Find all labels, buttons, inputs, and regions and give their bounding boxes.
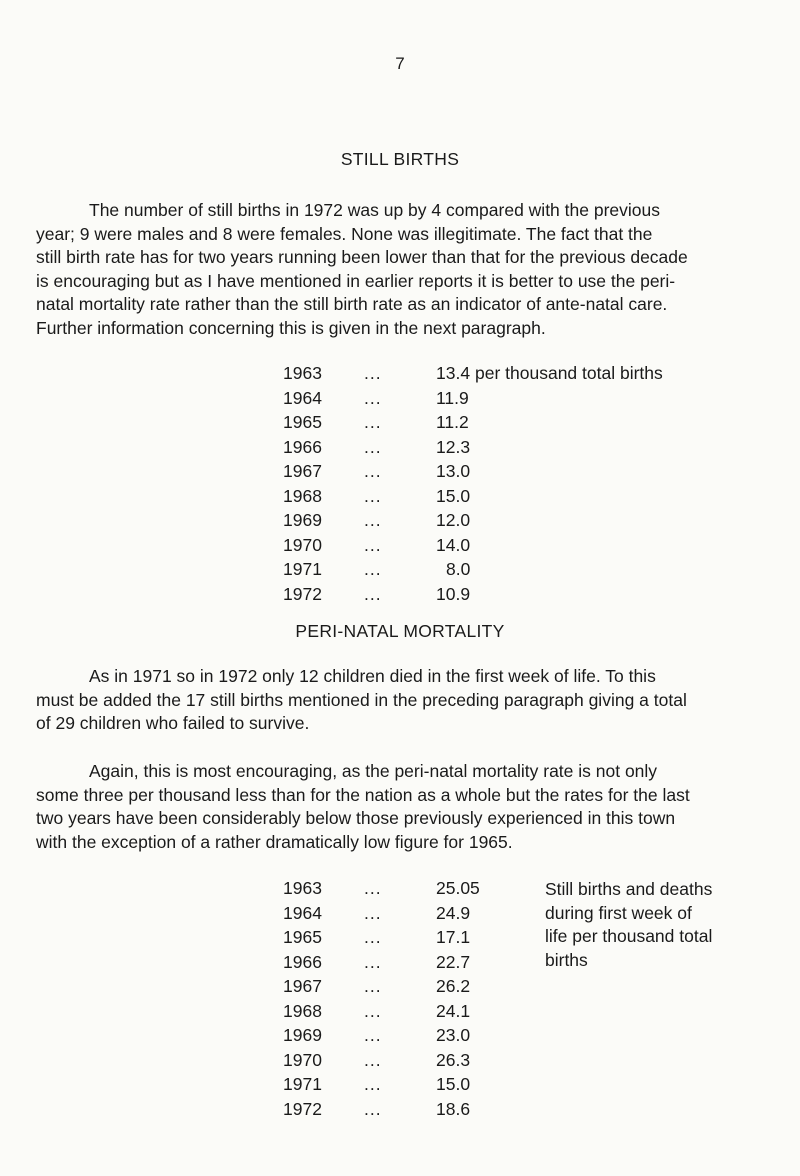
year-cell: 1970 bbox=[283, 534, 322, 555]
rate-cell: 23.0 bbox=[436, 1025, 471, 1045]
leader-dots: ... bbox=[364, 1074, 382, 1094]
rate-cell: 15.0 bbox=[436, 485, 471, 506]
leader-dots: ... bbox=[364, 951, 382, 972]
year-cell: 1967 bbox=[283, 461, 322, 481]
paragraph-line: year; 9 were males and 8 were females. None was illegitimate. The fact that the bbox=[36, 223, 653, 244]
perinatal-paragraph-2 bbox=[36, 760, 766, 854]
year-cell: 1966 bbox=[283, 436, 322, 457]
leader-dots: ... bbox=[364, 1000, 382, 1021]
rate-cell: 12.3 bbox=[436, 436, 471, 457]
year-cell: 1972 bbox=[283, 1098, 322, 1119]
paragraph-line: still birth rate has for two years running been lower than that for the previous decade bbox=[36, 247, 688, 268]
year-cell: 1963 bbox=[283, 363, 322, 383]
year-cell: 1968 bbox=[283, 1000, 322, 1021]
leader-dots: ... bbox=[364, 878, 382, 898]
leader-dots: ... bbox=[364, 1025, 382, 1045]
paragraph-line: is encouraging but as I have mentioned in earlier reports it is better to use the peri- bbox=[36, 270, 676, 291]
rate-cell: 8.0 bbox=[446, 559, 471, 579]
year-cell: 1964 bbox=[283, 902, 322, 923]
rate-unit-note: per thousand total births bbox=[475, 363, 663, 383]
paragraph-line: As in 1971 so in 1972 only 12 children died in the first week of life. To this bbox=[89, 666, 656, 686]
paragraph-line: must be added the 17 still births mentioned in the preceding paragraph giving a total bbox=[36, 689, 687, 710]
leader-dots: ... bbox=[364, 902, 382, 923]
leader-dots: ... bbox=[364, 1098, 382, 1119]
paragraph-line: The number of still births in 1972 was up by 4 compared with the previous bbox=[89, 200, 660, 220]
year-cell: 1972 bbox=[283, 583, 322, 604]
year-cell: 1970 bbox=[283, 1049, 322, 1070]
leader-dots: ... bbox=[364, 510, 382, 530]
rate-cell: 17.1 bbox=[436, 927, 471, 947]
leader-dots: ... bbox=[364, 412, 382, 432]
leader-dots: ... bbox=[364, 559, 382, 579]
rate-cell: 12.0 bbox=[436, 510, 471, 530]
rate-cell: 26.2 bbox=[436, 976, 471, 996]
paragraph-line: Again, this is most encouraging, as the peri-natal mortality rate is not only bbox=[89, 761, 658, 781]
page-number: 7 bbox=[395, 54, 405, 73]
rate-cell: 14.0 bbox=[436, 534, 471, 555]
year-cell: 1969 bbox=[283, 510, 322, 530]
note-line: life per thousand total bbox=[545, 926, 713, 946]
leader-dots: ... bbox=[364, 387, 382, 408]
paragraph-line: Further information concerning this is given in the next paragraph. bbox=[36, 317, 546, 338]
leader-dots: ... bbox=[364, 363, 382, 383]
leader-dots: ... bbox=[364, 1049, 382, 1070]
rate-cell: 15.0 bbox=[436, 1074, 471, 1094]
year-cell: 1967 bbox=[283, 976, 322, 996]
perinatal-mortality-heading: PERI-NATAL MORTALITY bbox=[295, 621, 505, 641]
year-cell: 1963 bbox=[283, 878, 322, 898]
year-cell: 1966 bbox=[283, 951, 322, 972]
perinatal-paragraph-1 bbox=[36, 665, 766, 736]
rate-cell: 24.1 bbox=[436, 1000, 471, 1021]
year-cell: 1968 bbox=[283, 485, 322, 506]
year-cell: 1964 bbox=[283, 387, 322, 408]
paragraph-line: some three per thousand less than for the nation as a whole but the rates for the last bbox=[36, 784, 690, 805]
leader-dots: ... bbox=[364, 927, 382, 947]
year-cell: 1965 bbox=[283, 412, 322, 432]
paragraph-line: natal mortality rate rather than the still birth rate as an indicator of ante-natal care. bbox=[36, 294, 668, 315]
note-line: Still births and deaths bbox=[545, 879, 713, 899]
leader-dots: ... bbox=[364, 461, 382, 481]
year-cell: 1965 bbox=[283, 927, 322, 947]
rate-cell: 22.7 bbox=[436, 951, 471, 972]
note-line: births bbox=[545, 949, 588, 970]
year-cell: 1971 bbox=[283, 1074, 322, 1094]
leader-dots: ... bbox=[364, 534, 382, 555]
paragraph-line: two years have been considerably below those previously experienced in this town bbox=[36, 808, 676, 829]
rate-cell: 18.6 bbox=[436, 1098, 471, 1119]
paragraph-line: with the exception of a rather dramatically low figure for 1965. bbox=[36, 831, 513, 852]
rate-cell: 11.2 bbox=[436, 412, 469, 432]
perinatal-rate-table bbox=[283, 878, 523, 1118]
rate-cell: 11.9 bbox=[436, 387, 469, 408]
leader-dots: ... bbox=[364, 485, 382, 506]
perinatal-table-note bbox=[545, 878, 712, 972]
leader-dots: ... bbox=[364, 436, 382, 457]
rate-cell: 24.9 bbox=[436, 902, 471, 923]
rate-cell: 13.0 bbox=[436, 461, 471, 481]
rate-cell: 13.4 bbox=[436, 363, 471, 383]
still-births-paragraph bbox=[36, 199, 766, 341]
rate-cell: 25.05 bbox=[436, 878, 480, 898]
year-cell: 1969 bbox=[283, 1025, 322, 1045]
still-birth-rate-table bbox=[283, 363, 753, 603]
leader-dots: ... bbox=[364, 976, 382, 996]
rate-cell: 26.3 bbox=[436, 1049, 471, 1070]
note-line: during first week of bbox=[545, 902, 692, 923]
still-births-heading: STILL BIRTHS bbox=[340, 149, 460, 169]
year-cell: 1971 bbox=[283, 559, 322, 579]
leader-dots: ... bbox=[364, 583, 382, 604]
paragraph-line: of 29 children who failed to survive. bbox=[36, 713, 310, 734]
rate-cell: 10.9 bbox=[436, 583, 471, 604]
